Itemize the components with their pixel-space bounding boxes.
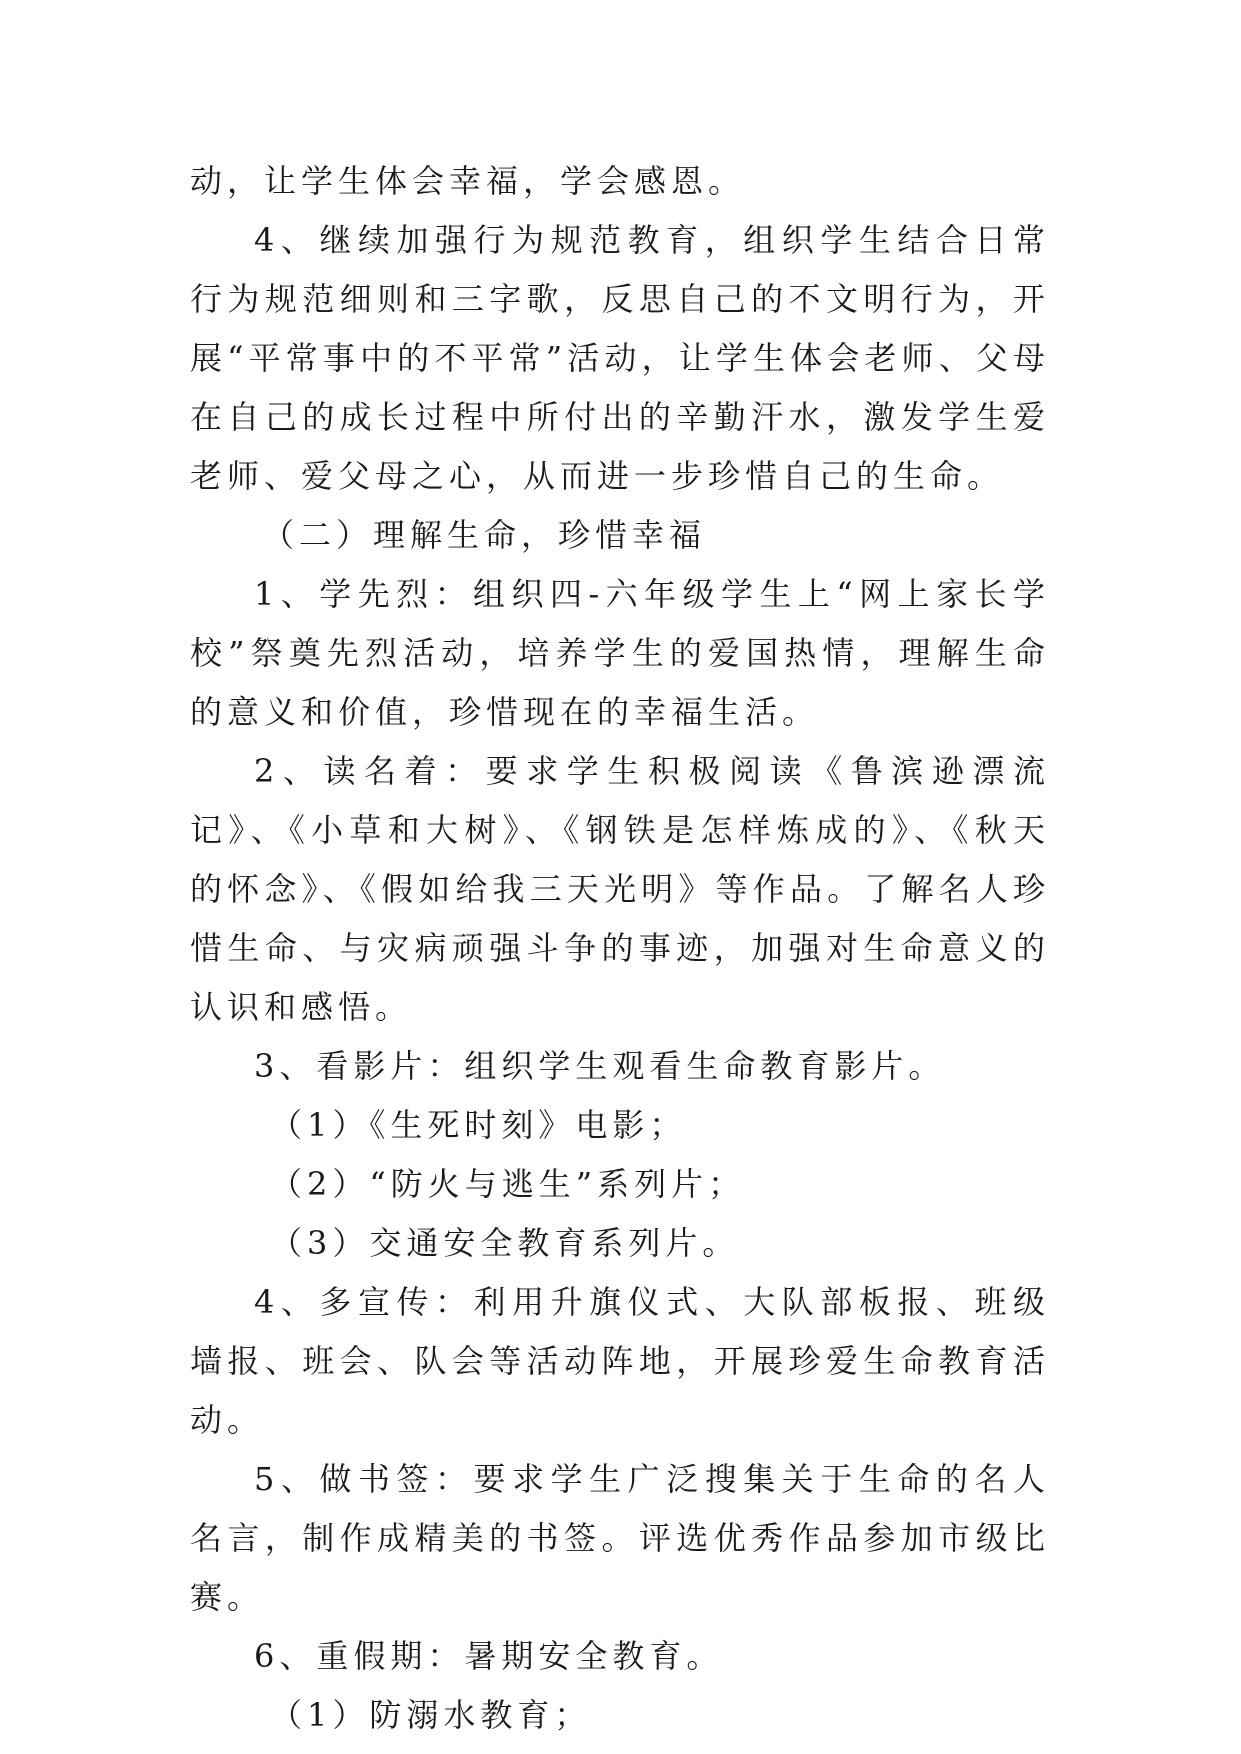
list-item-drowning: （1）防溺水教育； [270,1696,592,1734]
paragraph-films: 3、看影片：组织学生观看生命教育影片。 [254,1047,946,1085]
paragraph-bookmarks: 5、做书签：要求学生广泛搜集关于生命的名人名言，制作成精美的书签。评选优秀作品参加市级比赛。 [190,1460,1050,1616]
paragraph-martyrs: 1、学先烈：组织四-六年级学生上“网上家长学校”祭奠先烈活动，培养学生的爱国热情，理解生命的意义和价值，珍惜现在的幸福生活。 [190,575,1050,731]
list-item-film-2: （2）“防火与逃生”系列片； [270,1165,746,1203]
paragraph-behavior-norms: 4、继续加强行为规范教育，组织学生结合日常行为规范细则和三字歌，反思自己的不文明行为，开展“平常事中的不平常”活动，让学生体会老师、父母在自己的成长过程中所付出的辛勤汗水，激发学生爱老师、爱父母之心，从而进一步珍惜自己的生命。 [190,221,1050,495]
list-item-film-3: （3）交通安全教育系列片。 [270,1224,740,1262]
paragraph-holiday: 6、重假期：暑期安全教育。 [254,1637,724,1675]
list-item-film-1: （1）《生死时刻》电影； [270,1106,687,1144]
paragraph-publicity: 4、多宣传：利用升旗仪式、大队部板报、班级墙报、班会、队会等活动阵地，开展珍爱生命教育活动。 [190,1283,1050,1439]
section-heading: （二）理解生命，珍惜幸福 [262,516,707,554]
paragraph-continuation: 动，让学生体会幸福，学会感恩。 [190,162,746,200]
paragraph-reading: 2、读名着：要求学生积极阅读《鲁滨逊漂流记》、《小草和大树》、《钢铁是怎样炼成的》、《秋天的怀念》、《假如给我三天光明》等作品。了解名人珍惜生命、与灾病顽强斗争的事迹，加强对生命意义的认识和感悟。 [190,752,1050,1026]
document-body [190,152,1050,1745]
